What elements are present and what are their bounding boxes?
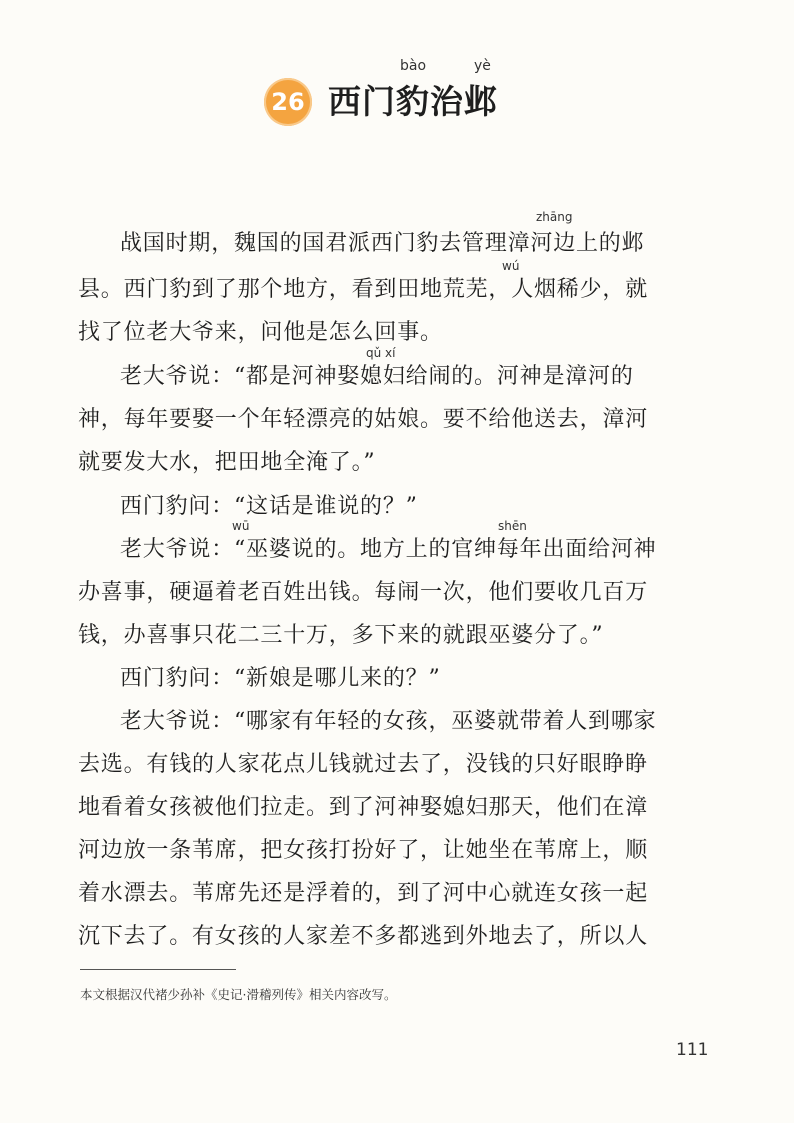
text-line: 县。西门豹到了那个地方，看到田地荒芜，人烟稀少，就 — [78, 277, 649, 302]
text-line: 老大爷说：“巫婆说的。地方上的官绅每年出面给河神 — [120, 537, 657, 562]
footnote-divider — [80, 969, 236, 970]
lesson-number-badge: 26 — [264, 78, 312, 126]
text-line: 就要发大水，把田地全淹了。” — [78, 450, 376, 475]
page-number: 111 — [676, 1040, 709, 1060]
text-line: 地看着女孩被他们拉走。到了河神娶媳妇那天，他们在漳 — [78, 795, 649, 820]
text-line: 钱，办喜事只花二三十万，多下来的就跟巫婆分了。” — [78, 623, 604, 648]
pinyin-wu-weed: wú — [502, 259, 520, 273]
text-line: 西门豹问：“这话是谁说的？” — [120, 494, 418, 519]
pinyin-quxi: qǔ xí — [366, 346, 396, 360]
text-line: 河边放一条苇席，把女孩打扮好了，让她坐在苇席上，顺 — [78, 838, 649, 863]
text-line: 老大爷说：“哪家有年轻的女孩，巫婆就带着人到哪家 — [120, 709, 657, 734]
lesson-title: 西门豹治邺 — [328, 82, 498, 121]
pinyin-wu-witch: wū — [232, 519, 250, 533]
pinyin-bao: bào — [400, 58, 427, 74]
footnote: 本文根据汉代褚少孙补《史记·滑稽列传》相关内容改写。 — [80, 987, 397, 1002]
text-line: 西门豹问：“新娘是哪儿来的？” — [120, 666, 441, 691]
text-line: 找了位老大爷来，问他是怎么回事。 — [78, 320, 443, 345]
text-line: 神，每年要娶一个年轻漂亮的姑娘。要不给他送去，漳河 — [78, 407, 649, 432]
pinyin-ye: yè — [474, 58, 491, 74]
text-line: 沉下去了。有女孩的人家差不多都逃到外地去了，所以人 — [78, 924, 649, 949]
pinyin-shen: shēn — [498, 519, 527, 533]
text-line: 办喜事，硬逼着老百姓出钱。每闹一次，他们要收几百万 — [78, 580, 649, 605]
pinyin-zhang: zhāng — [536, 210, 573, 224]
text-line: 去选。有钱的人家花点儿钱就过去了，没钱的只好眼睁睁 — [78, 752, 649, 777]
text-line: 着水漂去。苇席先还是浮着的，到了河中心就连女孩一起 — [78, 881, 649, 906]
text-line: 老大爷说：“都是河神娶媳妇给闹的。河神是漳河的 — [120, 364, 634, 389]
text-line: 战国时期，魏国的国君派西门豹去管理漳河边上的邺 — [120, 231, 645, 256]
